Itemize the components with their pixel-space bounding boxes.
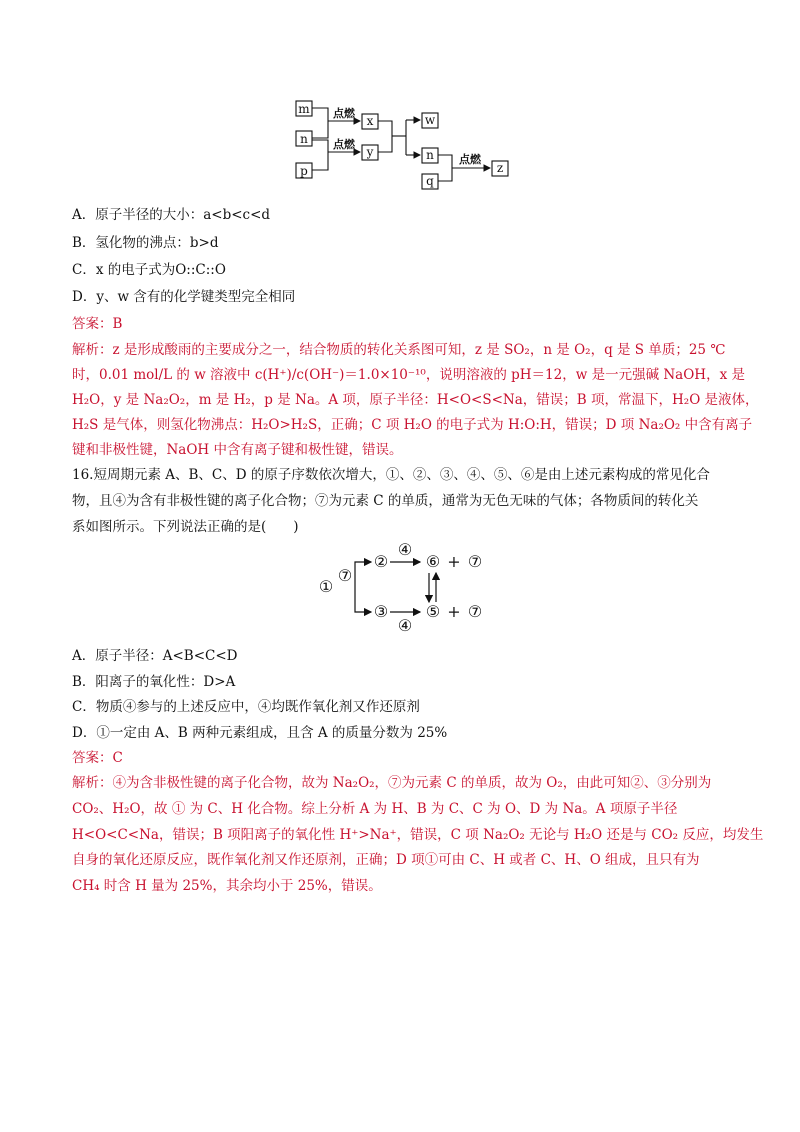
q16-analysis-line-2: CO₂、H₂O，故 ① 为 C、H 化合物。综上分析 A 为 H、B 为 C、C 为 O、D 为 Na。A 项原子半径 (72, 801, 678, 817)
q15-option-c: C．x 的电子式为O::C::O (72, 262, 226, 278)
svg-text:点燃: 点燃 (333, 138, 355, 151)
svg-text:③: ③ (373, 602, 389, 621)
q16-stem-line-2: 物，且④为含有非极性键的离子化合物；⑦为元素 C 的单质，通常为无色无味的气体；各物质间的转化关 (72, 493, 699, 509)
svg-text:⑤: ⑤ (425, 602, 441, 621)
q16-analysis-line-1: 解析：④为含非极性键的离子化合物，故为 Na₂O₂，⑦为元素 C 的单质，故为 O₂，由此可知②、③分别为 (72, 775, 712, 791)
q16-stem-line-3: 系如图所示。下列说法正确的是( ) (72, 519, 299, 535)
reaction-flow-diagram (280, 95, 520, 190)
svg-text:+: + (447, 602, 461, 621)
q15-analysis-line-1: 解析：z 是形成酸雨的主要成分之一，结合物质的转化关系图可知，z 是 SO₂，n 是 O₂，q 是 S 单质；25 ℃ (72, 342, 726, 358)
svg-text:④: ④ (397, 540, 413, 559)
svg-text:⑦: ⑦ (467, 602, 483, 621)
svg-text:④: ④ (397, 616, 413, 635)
svg-text:①: ① (318, 577, 334, 596)
q15-analysis-line-2: 时，0.01 mol/L 的 w 溶液中 c(H⁺)/c(OH⁻)＝1.0×10⁻¹⁰，说明溶液的 pH＝12，w 是一元强碱 NaOH，x 是 (72, 367, 745, 383)
svg-text:+: + (447, 552, 461, 571)
svg-text:点燃: 点燃 (459, 153, 481, 166)
q15-option-d: D．y、w 含有的化学键类型完全相同 (72, 289, 296, 305)
q15-analysis-line-3: H₂O，y 是 Na₂O₂，m 是 H₂，p 是 Na。A 项，原子半径：H<O<S<Na，错误；B 项，常温下，H₂O 是液体， (72, 392, 759, 408)
svg-text:②: ② (373, 552, 389, 571)
q15-option-a: A．原子半径的大小：a<b<c<d (72, 207, 271, 223)
compound-conversion-diagram (308, 540, 498, 635)
q16-option-b: B．阳离子的氧化性：D>A (72, 674, 236, 690)
svg-text:⑦: ⑦ (467, 552, 483, 571)
q16-analysis-line-3: H<O<C<Na，错误；B 项阳离子的氧化性 H⁺>Na⁺，错误，C 项 Na₂O₂ 无论与 H₂O 还是与 CO₂ 反应，均发生 (72, 827, 764, 843)
svg-text:⑥: ⑥ (425, 552, 441, 571)
svg-text:n: n (426, 148, 434, 162)
q16-option-d: D．①一定由 A、B 两种元素组成，且含 A 的质量分数为 25% (72, 725, 448, 741)
svg-text:p: p (300, 164, 308, 178)
svg-text:y: y (366, 145, 374, 159)
svg-text:w: w (424, 113, 436, 127)
q16-option-a: A．原子半径：A<B<C<D (72, 648, 238, 664)
q16-answer: 答案：C (72, 750, 123, 766)
q15-answer: 答案：B (72, 316, 123, 332)
q16-stem-line-1: 16.短周期元素 A、B、C、D 的原子序数依次增大，①、②、③、④、⑤、⑥是由上述元素构成的常见化合 (72, 467, 710, 483)
svg-text:⑦: ⑦ (337, 566, 353, 585)
svg-text:点燃: 点燃 (333, 107, 355, 120)
q16-analysis-line-5: CH₄ 时含 H 量为 25%，其余均小于 25%，错误。 (72, 878, 382, 894)
svg-text:m: m (298, 102, 310, 116)
q16-option-c: C．物质④参与的上述反应中，④均既作氧化剂又作还原剂 (72, 699, 420, 715)
svg-text:n: n (300, 132, 308, 146)
q15-analysis-line-5: 键和非极性键，NaOH 中含有离子键和极性键，错误。 (72, 442, 403, 458)
q15-option-b: B．氢化物的沸点：b>d (72, 235, 219, 251)
q16-analysis-line-4: 自身的氧化还原反应，既作氧化剂又作还原剂，正确；D 项①可由 C、H 或者 C、H、O 组成，且只有为 (72, 852, 700, 868)
svg-text:x: x (366, 114, 374, 128)
svg-text:z: z (496, 161, 504, 175)
svg-text:q: q (426, 174, 434, 188)
q15-analysis-line-4: H₂S 是气体，则氢化物沸点：H₂O>H₂S，正确；C 项 H₂O 的电子式为 H:O:H，错误；D 项 Na₂O₂ 中含有离子 (72, 417, 753, 433)
